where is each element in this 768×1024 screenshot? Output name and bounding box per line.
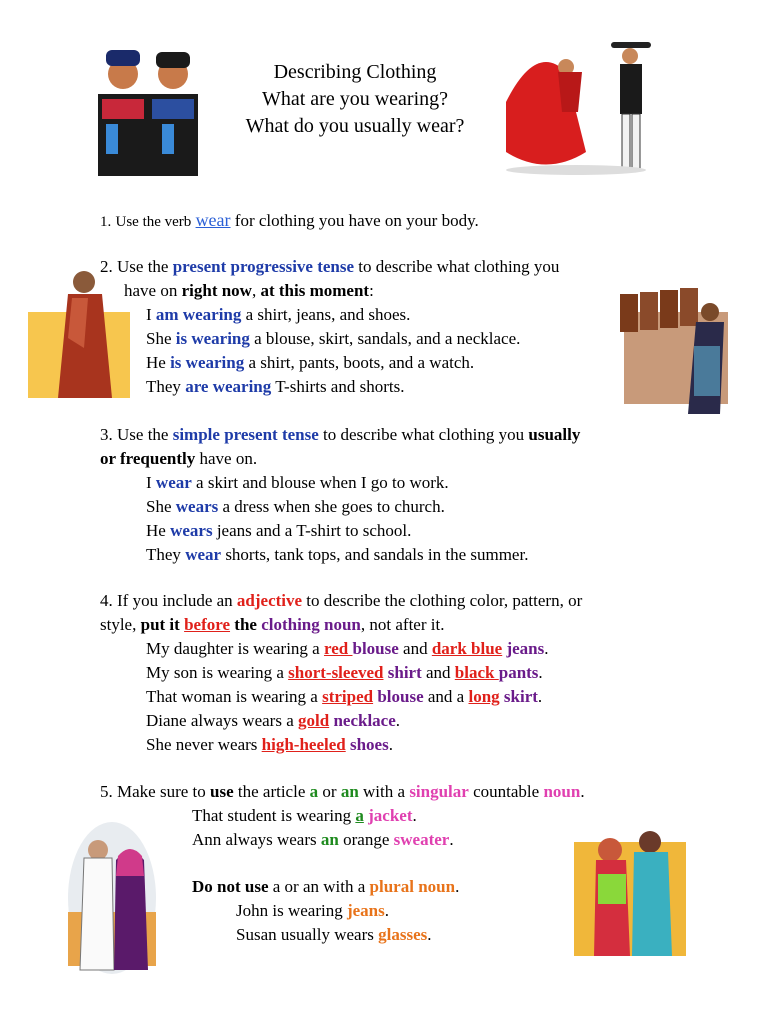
rule-3-example: They wear shorts, tank tops, and sandals in the summer.	[146, 545, 529, 564]
rule-4-line-1: 4. If you include an adjective to describe the clothing color, pattern, or	[100, 591, 583, 610]
verb-wear: wear	[195, 210, 231, 230]
rule-3-line-2: or frequently have on.	[100, 449, 258, 468]
rule-5-plural-note: Do not use a or an with a plural noun.	[192, 877, 460, 896]
arab-couple-clipart-icon	[66, 820, 158, 976]
rule-2-example: She is wearing a blouse, skirt, sandals, and a necklace.	[146, 329, 521, 348]
rule-4-example: Diane always wears a gold necklace.	[146, 711, 401, 730]
rule-4-example: That woman is wearing a striped blouse and a long skirt.	[146, 687, 543, 706]
rule-3-example: He wears jeans and a T-shirt to school.	[146, 521, 412, 540]
present-progressive-term: present progressive tense	[172, 257, 355, 276]
rule-4-example: My daughter is wearing a red blouse and dark blue jeans.	[146, 639, 549, 658]
rule-5-example: Ann always wears an orange sweater.	[192, 830, 454, 849]
rule-5-line-1: 5. Make sure to use the article a or an with a singular countable noun.	[100, 782, 585, 801]
rule-5-example: That student is wearing a jacket.	[192, 806, 417, 825]
rule-3-example: She wears a dress when she goes to church.	[146, 497, 445, 516]
title-line-3: What do you usually wear?	[245, 115, 465, 137]
rule-2-example: I am wearing a shirt, jeans, and shoes.	[146, 305, 411, 324]
rule-2-example: He is wearing a shirt, pants, boots, and a watch.	[146, 353, 475, 372]
rule-3-example: I wear a skirt and blouse when I go to work.	[146, 473, 449, 492]
rule-5-example: Susan usually wears glasses.	[236, 925, 432, 944]
monk-clipart-icon	[28, 268, 130, 398]
young-couple-clipart-icon	[574, 828, 686, 956]
rule-2-line-1: 2. Use the present progressive tense to describe what clothing you	[100, 257, 560, 276]
rule-3-line-1: 3. Use the simple present tense to describe what clothing you usually	[100, 425, 581, 444]
rule-4-example: My son is wearing a short-sleeved shirt and black pants.	[146, 663, 543, 682]
simple-present-term: simple present tense	[172, 425, 319, 444]
worksheet-title	[200, 59, 510, 140]
rule-4-example: She never wears high-heeled shoes.	[146, 735, 393, 754]
rule-2-line-2: have on right now, at this moment:	[124, 281, 374, 300]
flamenco-dancers-clipart-icon	[496, 32, 656, 177]
title-line-2: What are you wearing?	[261, 88, 448, 110]
rule-5-example: John is wearing jeans.	[236, 901, 389, 920]
prayer-wheel-clipart-icon	[618, 286, 732, 414]
adjective-term: adjective	[236, 591, 303, 610]
rule-2-example: They are wearing T-shirts and shorts.	[146, 377, 405, 396]
rule-1: 1. Use the verb wear for clothing you have on your body.	[100, 210, 479, 230]
rule-4-line-2: style, put it before the clothing noun, not after it.	[100, 615, 445, 634]
title-line-1: Describing Clothing	[273, 61, 437, 83]
two-children-clipart-icon	[96, 44, 200, 176]
